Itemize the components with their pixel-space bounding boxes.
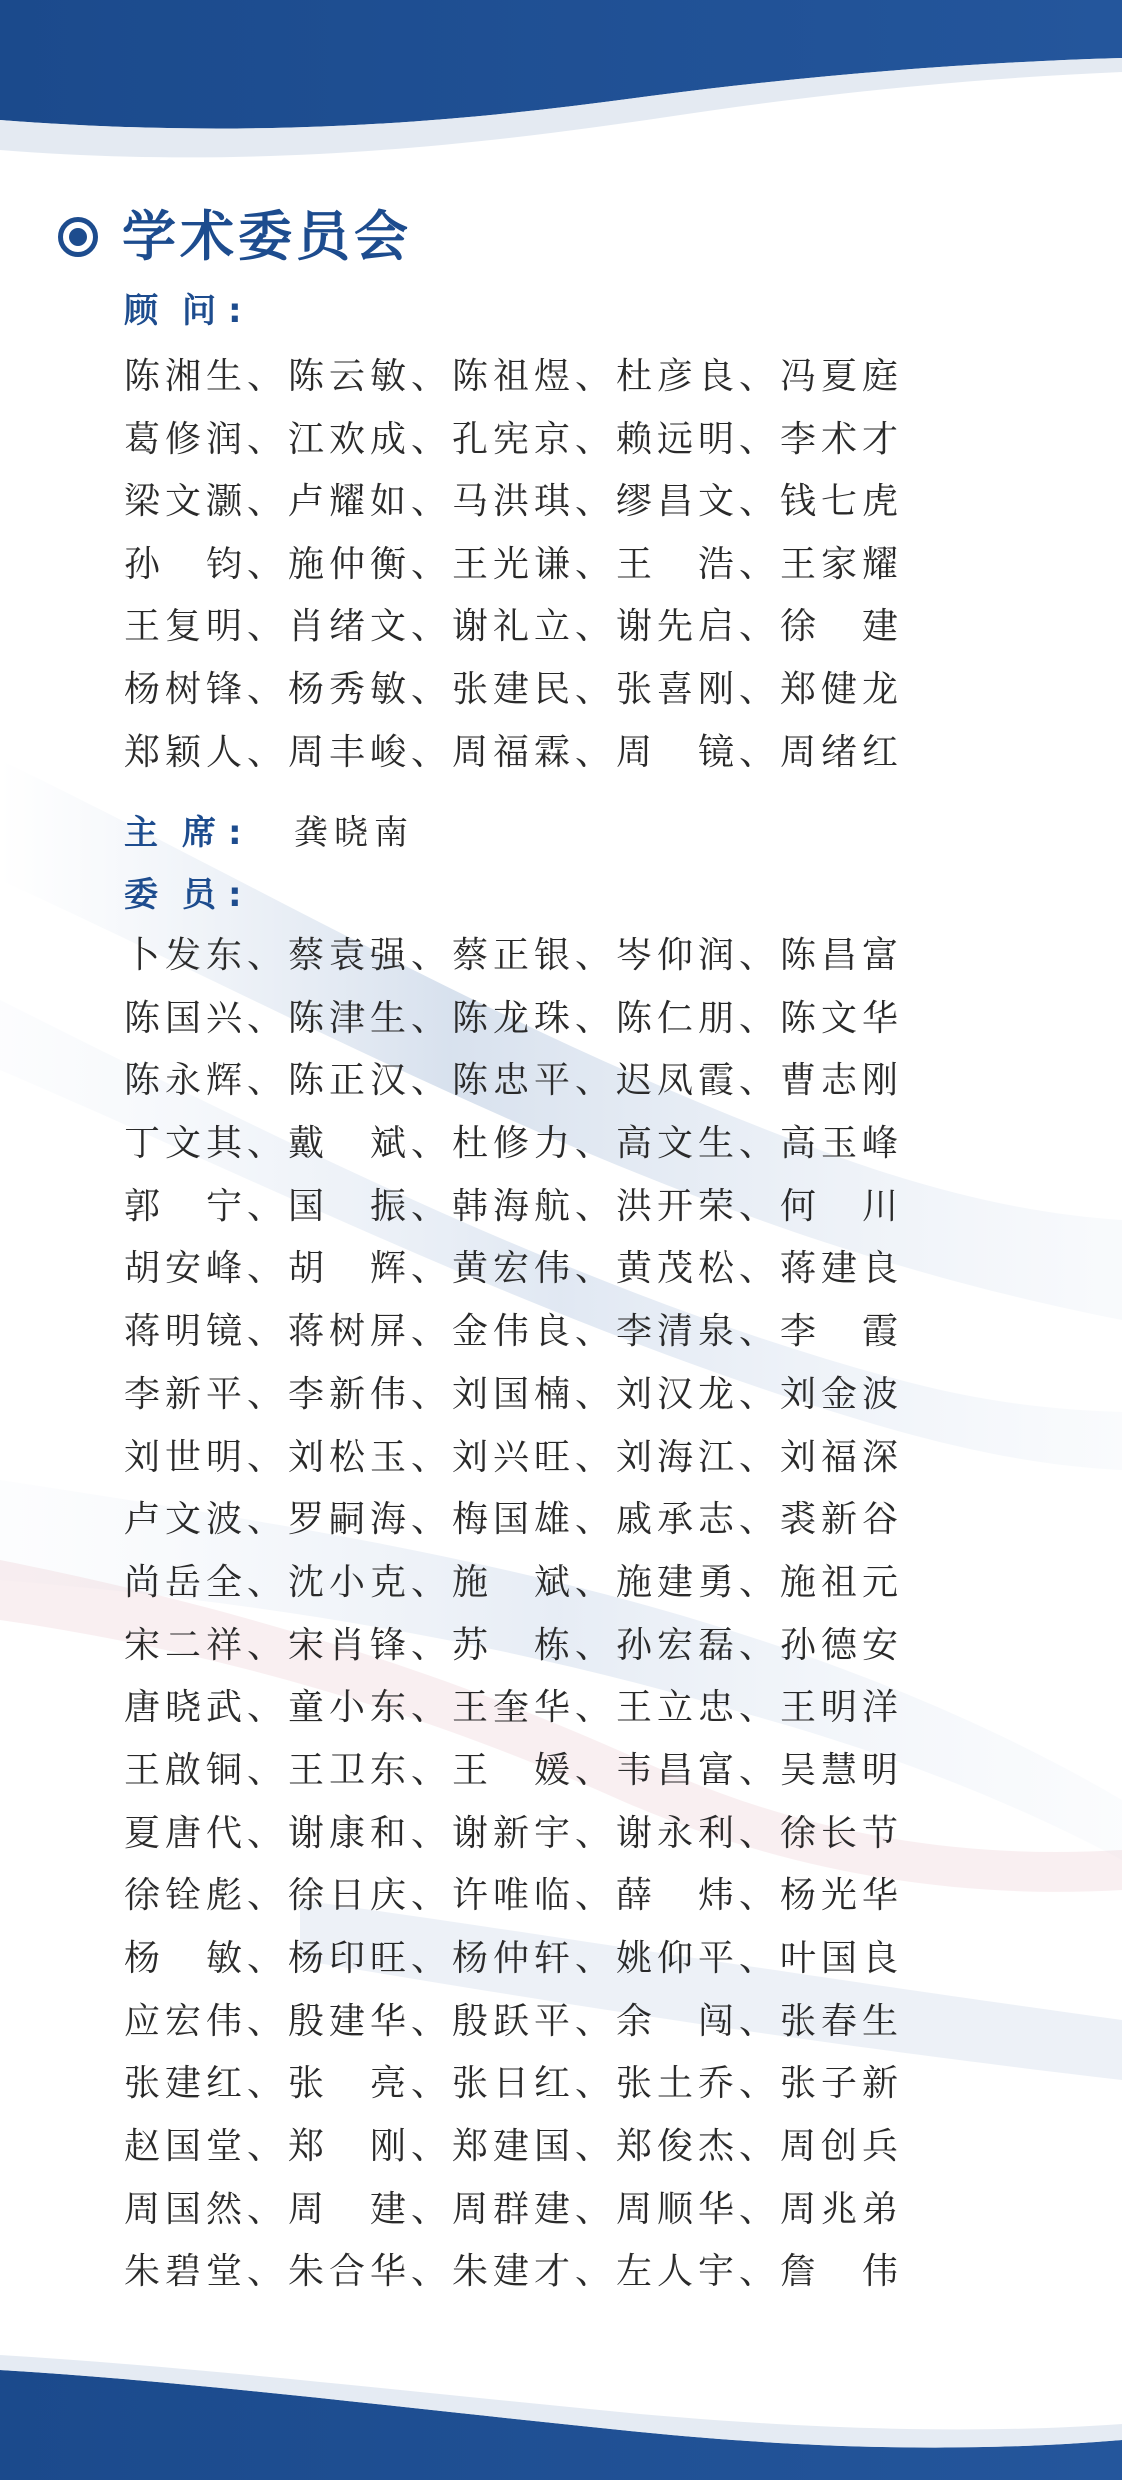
advisors-row: 梁文灏、卢耀如、马洪琪、缪昌文、钱七虎: [124, 481, 904, 523]
members-label-colon: :: [228, 875, 244, 915]
section-title: 学术委员会: [122, 205, 412, 268]
chair-name: 龚晓南: [294, 813, 414, 853]
members-row: 卜发东、蔡袁强、蔡正银、岑仰润、陈昌富: [124, 935, 904, 976]
members-row: 丁文其、戴 斌、杜修力、高文生、高玉峰: [124, 1123, 904, 1165]
members-row: 徐铨彪、徐日庆、许唯临、薛 炜、杨光华: [124, 1875, 904, 1917]
advisors-label-colon: :: [228, 291, 244, 331]
chair-label-char: 席: [182, 813, 218, 853]
advisors-row: 郑颖人、周丰峻、周福霖、周 镜、周绪红: [124, 731, 904, 773]
section-header: [58, 202, 412, 272]
advisors-row: 王复明、肖绪文、谢礼立、谢先启、徐 建: [124, 606, 904, 648]
members-label-char: 委: [124, 875, 160, 915]
advisors-row: 陈湘生、陈云敏、陈祖煜、杜彦良、冯夏庭: [124, 356, 904, 397]
members-row: 夏唐代、谢康和、谢新宇、谢永利、徐长节: [124, 1812, 904, 1854]
advisors-list: [124, 346, 903, 784]
members-row: 尚岳全、沈小克、施 斌、施建勇、施祖元: [124, 1561, 904, 1603]
advisors-label: [124, 286, 244, 336]
chair-label: [124, 808, 244, 858]
chair-label-colon: :: [228, 813, 244, 853]
advisors-row: 葛修润、江欢成、孔宪京、赖远明、李术才: [124, 418, 904, 460]
members-row: 胡安峰、胡 辉、黄宏伟、黄茂松、蒋建良: [124, 1248, 904, 1290]
members-row: 卢文波、罗嗣海、梅国雄、戚承志、裘新谷: [124, 1499, 904, 1541]
advisors-row: 孙 钧、施仲衡、王光谦、王 浩、王家耀: [124, 543, 904, 585]
members-label-char: 员: [182, 875, 218, 915]
advisors-label-char: 顾: [124, 291, 160, 331]
members-row: 郭 宁、国 振、韩海航、洪开荣、何 川: [124, 1185, 904, 1227]
members-row: 朱碧堂、朱合华、朱建才、左人宇、詹 伟: [124, 2251, 904, 2293]
members-row: 陈永辉、陈正汉、陈忠平、迟凤霞、曹志刚: [124, 1060, 904, 1102]
members-row: 唐晓武、童小东、王奎华、王立忠、王明洋: [124, 1687, 904, 1729]
advisors-label-char: 问: [182, 291, 218, 331]
members-row: 张建红、张 亮、张日红、张土乔、张子新: [124, 2063, 904, 2105]
members-row: 杨 敏、杨印旺、杨仲轩、姚仰平、叶国良: [124, 1938, 904, 1979]
members-row: 赵国堂、郑 刚、郑建国、郑俊杰、周创兵: [124, 2126, 904, 2168]
members-label: [124, 870, 244, 920]
members-row: 李新平、李新伟、刘国楠、刘汉龙、刘金波: [124, 1373, 904, 1415]
chair-label-char: 主: [124, 813, 160, 853]
members-row: 宋二祥、宋肖锋、苏 栋、孙宏磊、孙德安: [124, 1624, 904, 1666]
advisors-row: 杨树锋、杨秀敏、张建民、张喜刚、郑健龙: [124, 668, 904, 710]
members-list: [124, 925, 903, 2304]
members-row: 周国然、周 建、周群建、周顺华、周兆弟: [124, 2188, 904, 2230]
circle-dot-icon: [58, 217, 98, 257]
members-row: 陈国兴、陈津生、陈龙珠、陈仁朋、陈文华: [124, 997, 904, 1039]
members-row: 蒋明镜、蒋树屏、金伟良、李清泉、李 霞: [124, 1311, 904, 1353]
members-row: 应宏伟、殷建华、殷跃平、余 闯、张春生: [124, 2000, 904, 2042]
members-row: 王啟铜、王卫东、王 媛、韦昌富、吴慧明: [124, 1749, 904, 1791]
members-row: 刘世明、刘松玉、刘兴旺、刘海江、刘福深: [124, 1436, 904, 1478]
